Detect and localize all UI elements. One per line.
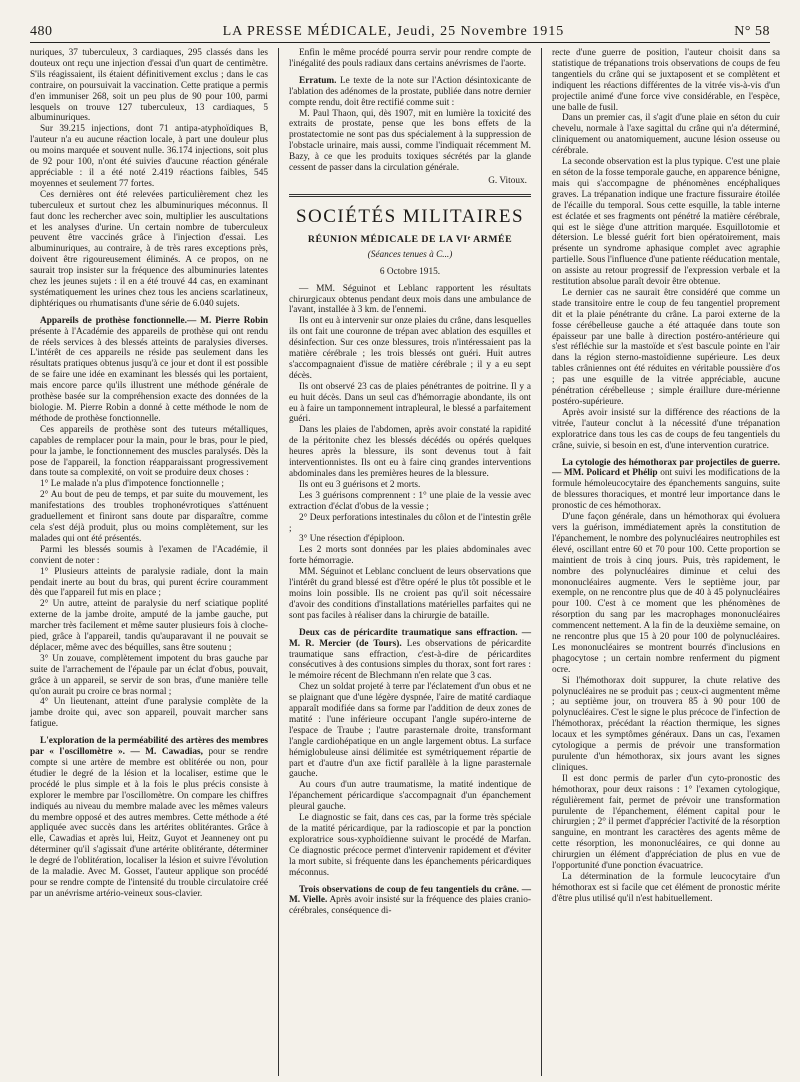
paragraph: Ils ont eu 3 guérisons et 2 morts. [299, 479, 421, 490]
paragraph: 3° Une résection d'épiploon. [299, 534, 405, 545]
paragraph: Le dernier cas ne saurait être considéré que comme un stade transitoire entre le coup de feu tangentiel proprement dit et la plaie pénétrante du crâne. La paroi externe de la fosse cérébelleuse gauche a été attaquée dans toute son épaisseur par une balle à direction postéro-antérieure qui s'est réfléchie sur la mastoïde et s'est bascule pointe en l'air dans la région sterno-mastoïdienne supérieure. Les deux tables crâniennes ont été réduites en véritable poussière d'os ; pas une esquille de la vitrée appréciable, aucune pénétration cérébelleuse ; simple éraillure dure-mérienne postéro-supérieure. [552, 287, 780, 407]
column-2 [279, 48, 542, 1076]
paragraph: M. Paul Thaon, qui, dès 1907, mit en lumière la toxicité des extraits de prostate, pense que les bons effets de la prostatectomie ne sont pas dus spécialement à la suppression de l'obstacle urinaire, mais aussi, comme l'indiquait récemment M. Bazy, à ce que les produits toxiques sécrétés par la glande cessent de passer dans la circulation générale. [289, 108, 531, 174]
paragraph: D'une façon générale, dans un hémothorax qui évoluera vers la guérison, immédiatement après la constitution de l'épanchement, le nombre des polynucléaires neutrophiles est élevé, oscillant entre 60 et 70 pour 100. Cette proportion se maintient de trois à cinq jours. Puis, très rapidement, le nombre des polynucléaires diminue et celui des mononucléaires augmente. Vers le septième jour, par exemple, on ne rencontre plus que de 40 à 45 polynucléaires pour 100. C'est à ce moment que les phénomènes de résorption du sang par les macrophages mononucléaires commencent nettement. A la fin de la deuxième semaine, on ne rencontre plus que 15 à 20 pour 100 de polynucléaires. Les mononucléaires se montrent bourrés d'inclusions en phagocytose ; un certain nombre renferment du pigment ocre. [552, 512, 780, 675]
article-text: Les observations de péricardite traumatique sans effraction, c'est-à-dire de péricardites consécutives à des contusions simples du thorax, sont fort rares : le mémoire récent de Blechmann n'en relate que 3 cas. [289, 638, 531, 682]
article-crane [289, 885, 531, 918]
article-title: Deux cas de péricardite traumatique sans effraction. — M. R. Mercier (de Tours). [289, 627, 531, 649]
erratum-text: Le texte de la note sur l'Action désintoxicante de l'ablation des adénomes de la prostate, publiée dans notre dernier compte rendu, doit être rectifié comme suit : [289, 75, 532, 108]
paragraph: La détermination de la formule leucocytaire d'un hémothorax est si facile que cet élément de pronostic mérite d'être plus utilisé qu'il n'est habituellement. [552, 871, 780, 904]
paragraph: Il est donc permis de parler d'un cyto-pronostic des hémothorax, pour deux raisons : 1° l'examen cytologique, régulièrement fait, permet de prévoir une transformation purulente de l'épanchement, élément capital pour le chirurgien ; 2° il permet d'apprécier l'activité de la résorption sanguine, en montrant les caractères des agents même de cette résorption, les mononucléaires, ce qui donne au chirurgien un élément d'appréciation de plus en vue de l'opportunité d'une ponction évacuatrice. [552, 773, 780, 872]
section-divider [289, 194, 531, 197]
paragraph: Dans les plaies de l'abdomen, après avoir constaté la rapidité de la péritonite chez les blessés décédés ou opérés quelques heures après la blessure, ils sont devenus tout à fait interventionnistes. Ils ont eu à faire cinq grandes interventions abdominales dans les premières heures de la blessure. [289, 425, 531, 479]
meeting-date: 6 Octobre 1915. [379, 266, 441, 277]
paragraph: Dans un premier cas, il s'agit d'une plaie en séton du cuir chevelu, normale à l'axe sagittal du crâne qui n'a déterminé, cliniquement ou anatomiquement, aucune lésion osseuse ou cérébrale. [552, 113, 780, 157]
paragraph: Ces appareils de prothèse sont des tuteurs métalliques, capables de remplacer pour la main, pour le bras, pour le pied, pour la jambe, le fonctionnement des muscles paralysés. Dès la pose de l'appareil, la fonction réapparaissant progressivement dans toute sa complexité, on voit se produire deux choses : [30, 424, 268, 479]
article-text: Après avoir insisté sur la fréquence des plaies cranio-cérébrales, conséquence di- [289, 895, 532, 917]
paragraph: 3° Un zouave, complètement impotent du bras gauche par suite de l'arrachement de l'épaule par un éclat d'obus, pouvait, grâce à un appareil, se servir de son bras, d'une manière telle qu'on aurait pu croire ce bras normal ; [30, 653, 268, 697]
journal-title: LA PRESSE MÉDICALE, Jeudi, 25 Novembre 1915 [222, 24, 565, 39]
meeting-location: (Séances tenues à C...) [367, 249, 453, 260]
paragraph: MM. Séguinot et Leblanc concluent de leurs observations que l'intérêt du grand blessé est d'être opéré le plus tôt possible et le moins loin possible. Ils ne croient pas qu'il soit nécessaire d'avoir des conditions d'installations matérielles parfaites qui ne sont pas faciles à réaliser dans la chirurgie de bataille. [289, 567, 531, 621]
erratum [289, 76, 531, 109]
paragraph: Parmi les blessés soumis à l'examen de l'Académie, il convient de noter : [30, 544, 268, 566]
article-title: Trois observations de coup de feu tangentiels du crâne. — M. Vielle. [289, 884, 531, 906]
article-oscillometre [30, 736, 268, 900]
paragraph: 2° Un autre, atteint de paralysie du nerf sciatique poplité externe de la jambe droite, amputé de la jambe gauche, put marcher très facilement et même sauter plusieurs fois à cloche-pied, grâce à l'appareil, tandis qu'auparavant il ne pouvait se déplacer, même avec des béquilles, sans être soutenu ; [30, 599, 268, 653]
paragraph: Au cours d'un autre traumatisme, la matité indentique de l'épanchement péricardique s'accompagnait d'un épanchement pleural gauche. [289, 780, 531, 813]
article-title: Appareils de prothèse fonctionnelle.— M. Pierre Robin [40, 315, 268, 326]
paragraph: 2° Deux perforations intestinales du côlon et de l'intestin grêle ; [289, 512, 531, 534]
paragraph: nuriques, 37 tuberculeux, 3 cardiaques, 295 classés dans les douteux ont reçu une injection d'essai d'un quart de centimètre. S'ils réagissaient, ils étaient définitivement exclus ; dans le cas contraire, on poursuivait la vaccination. Cette pratique a permis d'en immuniser 268, soit un peu plus de 90 pour 100, parmi lesquels on trouve 127 tuberculeux, 13 cardiaques, 5 albuminuriques. [30, 48, 268, 124]
paragraph: Enfin le même procédé pourra servir pour rendre compte de l'inégalité des pouls radiaux dans certains anévrismes de l'aorte. [289, 48, 531, 69]
paragraph: Ils ont observé 23 cas de plaies pénétrantes de poitrine. Il y a eu huit décès. Dans un seul cas d'hémorragie abondante, ils ont eu à faire un tamponnement intrapleural, le blessé a parfaitement guéri. [289, 381, 531, 425]
article-text: pour se rendre compte si une artère de membre est oblitérée ou non, pour étudier le degré de la lésion et la localiser, estime que le procédé le plus simple et à la fois le plus précis consiste à explorer le membre par l'oscillomètre. On compare les chiffres indiqués au niveau du membre malade avec les mêmes valeurs du membre opposé et des autres membres. Cette méthode a été appliquée avec succès dans les artérites oblitérantes. Grâce à elle, Cawadias et après lui, Heitz, Guyot et Jeanneney ont pu déterminer qu'il s'agissait d'une artérite oblitérante, déterminer le degré de l'oblitération, localiser la lésion et suivre l'évolution de la maladie. Avec M. Gosset, l'auteur applique son procédé pour se rendre compte de l'intensité du trouble circulatoire créé par un anévrisme artério-veineux sous-clavier. [30, 747, 268, 899]
article-text: ont suivi les modifications de la formule hémoleucocytaire des épanchements sanguins, suite de blessures thoraciques, et montré leur importance dans le pronostic de ces hémothorax. [552, 468, 780, 512]
paragraph: 2° Au bout de peu de temps, et par suite du mouvement, les manifestations des troubles trophonévrotiques s'atténuent graduellement et finiront sans doute par disparaître, comme cela s'est déjà produit, plus ou moins complètement, sur les malades qui ont été présentés. [30, 490, 268, 544]
paragraph: La seconde observation est la plus typique. C'est une plaie en séton de la fosse temporale gauche, en apparence bénigne, mais qui s'accompagne de phénomènes encéphaliques graves. La trépanation indique une fracture fissuraire étoilée de l'écaille du temporal. Sous cette esquille, la table interne est éclatée et ses fragments ont pénétré la matière cérébrale, qui est le siège d'une attrition marquée. Esquillotomie et détersion. Le blessé guérit fort bien opératoirement, mais présente un syndrome aphasique complet avec agraphie partielle. Sous l'influence d'une patiente rééducation mentale, on assiste au retour progressif de l'expression verbale et la restitution absolue paraît devoir être obtenue. [552, 157, 780, 288]
issue-number: N° 58 [734, 24, 770, 39]
article-pericardite [289, 628, 531, 683]
article-title: L'exploration de la perméabilité des artères des membres par « l'oscillomètre ». — M. Cawadias, [30, 736, 268, 758]
paragraph: Ils ont eu à intervenir sur onze plaies du crâne, dans lesquelles ils ont fait une couronne de trépan avec ablation des esquilles et désinfection. Sur ces onze blessures, trois n'intéressaient pas la matière cérébrale ; les trois blessés ont guéri. Huit autres s'accompagnaient d'issue de matière cérébrale ; il y a eu sept décès. [289, 316, 531, 381]
paragraph: Le diagnostic se fait, dans ces cas, par la forme très spéciale de la matité péricardique, par la radioscopie et par la ponction exploratrice sous-xyphoïdienne suivant le procédé de Marfan. Ce diagnostic précoce permet d'intervenir rapidement et d'éviter la mort subite, si fréquente dans les épanchements péricardiques méconnus. [289, 813, 531, 878]
article-text: présente à l'Académie des appareils de prothèse qui ont rendu de réels services à des blessés atteints de paralysies diverses. L'intérêt de ces appareils ne réside pas seulement dans les résultats pratiques obtenus jusqu'à ce jour et dont il est possible de se faire une idée en examinant les blessés qui les portaient, mais encore parce qu'ils illustrent une méthode générale de prothèse basée sur la compréhension exacte des données de la biologie. M. Pierre Robin a donné à cette méthode le nom de méthode de prothèse fonctionnelle. [30, 326, 268, 424]
paragraph: — MM. Séguinot et Leblanc rapportent les résultats chirurgicaux obtenus pendant deux mois dans une ambulance de l'avant, installée à 3 km. de l'ennemi. [289, 283, 531, 316]
paragraph: Ces dernières ont été relevées particulièrement chez les tuberculeux et surtout chez les albuminuriques méconnus. Il faut donc les rechercher avec soin, multiplier les auscultations et les analyses d'urine. Un certain nombre de tuberculeux peuvent être vaccinés grâce à l'injection d'essai. Les albuminuriques, au contraire, à de très rares exceptions près, doivent être rigoureusement éliminés. A ce propos, on ne saurait trop insister sur la fréquence des albuminuries latentes chez les jeunes sujets : il en a été trouvé 44 cas, en examinant systématiquement les urines chez tous les anciens scarlatineux, diphtériques ou rhumatisants d'une série de 6.040 sujets. [30, 189, 268, 309]
paragraph: Les 3 guérisons comprennent : 1° une plaie de la vessie avec extraction d'éclat d'obus de la vessie ; [289, 490, 531, 512]
article-title: La cytologie des hémothorax par projectiles de guerre. — MM. Policard et Phélip [552, 457, 780, 479]
section-title: SOCIÉTÉS MILITAIRES [295, 205, 525, 227]
page-header [30, 14, 770, 43]
meeting-title: RÉUNION MÉDICALE DE LA VIᵉ ARMÉE [307, 233, 513, 245]
article-prothese [30, 316, 268, 425]
paragraph: Après avoir insisté sur la différence des réactions de la vitrée, l'auteur conclut à la nécessité d'une trépanation exploratrice dans tous les cas de coups de feu tangentiels du crâne, suivie, si besoin en est, d'une intervention curatrice. [552, 407, 780, 451]
paragraph: Sur 39.215 injections, dont 71 antipa-atyphoïdiques B, l'auteur n'a eu aucune réaction locale, à part une douleur plus ou moins marquée et souvent nulle. 36.174 injections, soit plus de 92 pour 100, n'ont été suivies d'aucune réaction générale appréciable : il a été noté 2.419 réactions faibles, 545 moyennes et seulement 77 fortes. [30, 124, 268, 189]
paragraph: Les 2 morts sont données par les plaies abdominales avec forte hémorragie. [289, 545, 531, 567]
paragraph: Chez un soldat projeté à terre par l'éclatement d'un obus et ne se plaignant que d'une légère dyspnée, l'aire de matité cardiaque apparaît modifiée dans sa forme par l'addition de deux zones de matité : l'une inférieure occupant l'angle supéro-interne de l'espace de Traube ; l'autre parasternale droite, transformant l'angle cardiohépatique en un angle largement obtus. La surface hémiglobuleuse ainsi délimitée est symétriquement répartie de part et d'autre d'un axe fictif parallèle à la ligne parasternale gauche. [289, 682, 531, 780]
page-number: 480 [30, 24, 53, 39]
column-3 [542, 48, 780, 1076]
paragraph: 4° Un lieutenant, atteint d'une paralysie complète de la jambe droite qui, avec son appareil, pouvait marcher sans fatigue. [30, 697, 268, 730]
author-signature: G. Vitoux. [488, 175, 527, 186]
paragraph: Si l'hémothorax doit suppurer, la chute relative des polynucléaires ne se produit pas ; ceux-ci augmentent même ; au septième jour, on trouvera 85 à 90 pour 100 de polynucléaires. C'est le signe le plus précoce de l'infection de l'hémothorax, précédant la réaction thermique, les signes locaux et les symptômes généraux. Dans un cas, l'examen cytologique a permis de prévoir une transformation purulente d'un hémothorax, six jours avant les signes cliniques. [552, 675, 780, 773]
column-1 [30, 48, 279, 1076]
columns [30, 48, 780, 1076]
paragraph: recte d'une guerre de position, l'auteur choisit dans sa statistique de trépanations trois observations de coups de feu tangentiels du crâne qui se juxtaposent et se complètent et indiquent les réactions différentes de la vitrée vis-à-vis d'un projectile animé d'une force vive considérable, en l'espèce, une balle de fusil. [552, 48, 780, 113]
paragraph: 1° Le malade n'a plus d'impotence fonctionnelle ; [40, 479, 224, 490]
paragraph: 1° Plusieurs atteints de paralysie radiale, dont la main pendait inerte au bout du bras, qui purent écrire couramment dès que l'appareil fut mis en place ; [30, 566, 268, 599]
article-hemothorax [552, 458, 780, 513]
erratum-title: Erratum. [299, 75, 337, 86]
